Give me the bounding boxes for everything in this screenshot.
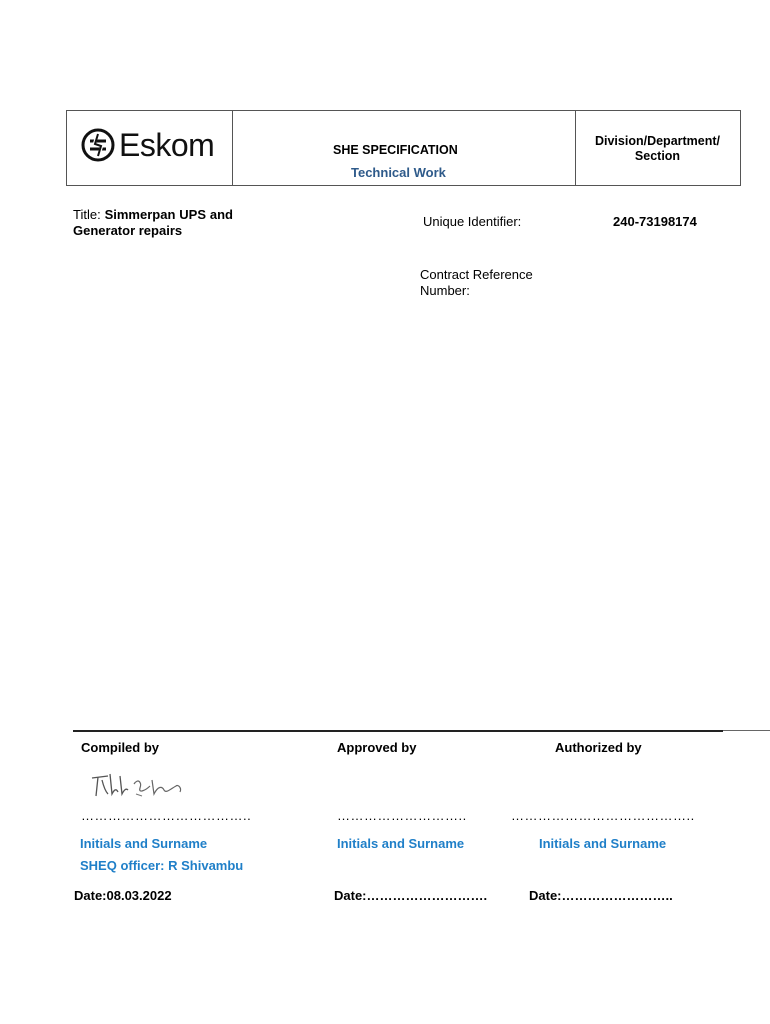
division-label bbox=[575, 134, 740, 164]
compiled-by-heading: Compiled by bbox=[81, 740, 160, 755]
eskom-logo-icon bbox=[81, 128, 115, 162]
approved-initials-label: Initials and Surname bbox=[337, 836, 465, 851]
approved-date: Date:………………………. bbox=[334, 888, 488, 903]
sheq-officer-name: SHEQ officer: R Shivambu bbox=[80, 858, 244, 873]
authorized-initials-label: Initials and Surname bbox=[539, 836, 667, 851]
eskom-logo bbox=[81, 125, 221, 165]
unique-identifier-label: Unique Identifier: bbox=[423, 214, 522, 229]
logo-wordmark: Eskom bbox=[119, 127, 215, 163]
authorized-date: Date:…………………….. bbox=[529, 888, 673, 903]
she-specification-title: SHE SPECIFICATION bbox=[333, 143, 458, 157]
authorized-signature-line: ………………………………….. bbox=[511, 808, 695, 823]
logo-cell bbox=[67, 111, 233, 185]
compiled-date: Date:08.03.2022 bbox=[74, 888, 172, 903]
contract-reference-label bbox=[420, 267, 560, 298]
authorized-by-heading: Authorized by bbox=[555, 740, 642, 755]
contract-reference-line-2: Number: bbox=[420, 282, 470, 298]
signature-divider bbox=[73, 730, 723, 732]
she-subtitle: Technical Work bbox=[351, 165, 446, 180]
approved-by-heading: Approved by bbox=[337, 740, 417, 755]
document-title bbox=[73, 207, 233, 239]
contract-reference-line-1: Contract Reference bbox=[420, 267, 533, 282]
document-header-table bbox=[66, 110, 741, 186]
approved-signature-line: ……………………….. bbox=[337, 808, 467, 823]
title-value: Simmerpan UPS and Generator repairs bbox=[73, 207, 233, 238]
division-line-1: Division/Department/ bbox=[594, 134, 721, 148]
title-label: Title: bbox=[73, 207, 101, 222]
compiled-signature-line: ……………………………….. bbox=[81, 808, 252, 823]
signature-divider-extension bbox=[723, 730, 770, 731]
compiled-signature-image bbox=[88, 768, 188, 800]
compiled-initials-label: Initials and Surname bbox=[80, 836, 208, 851]
unique-identifier-value: 240-73198174 bbox=[613, 214, 697, 229]
division-line-2: Section bbox=[634, 149, 681, 163]
